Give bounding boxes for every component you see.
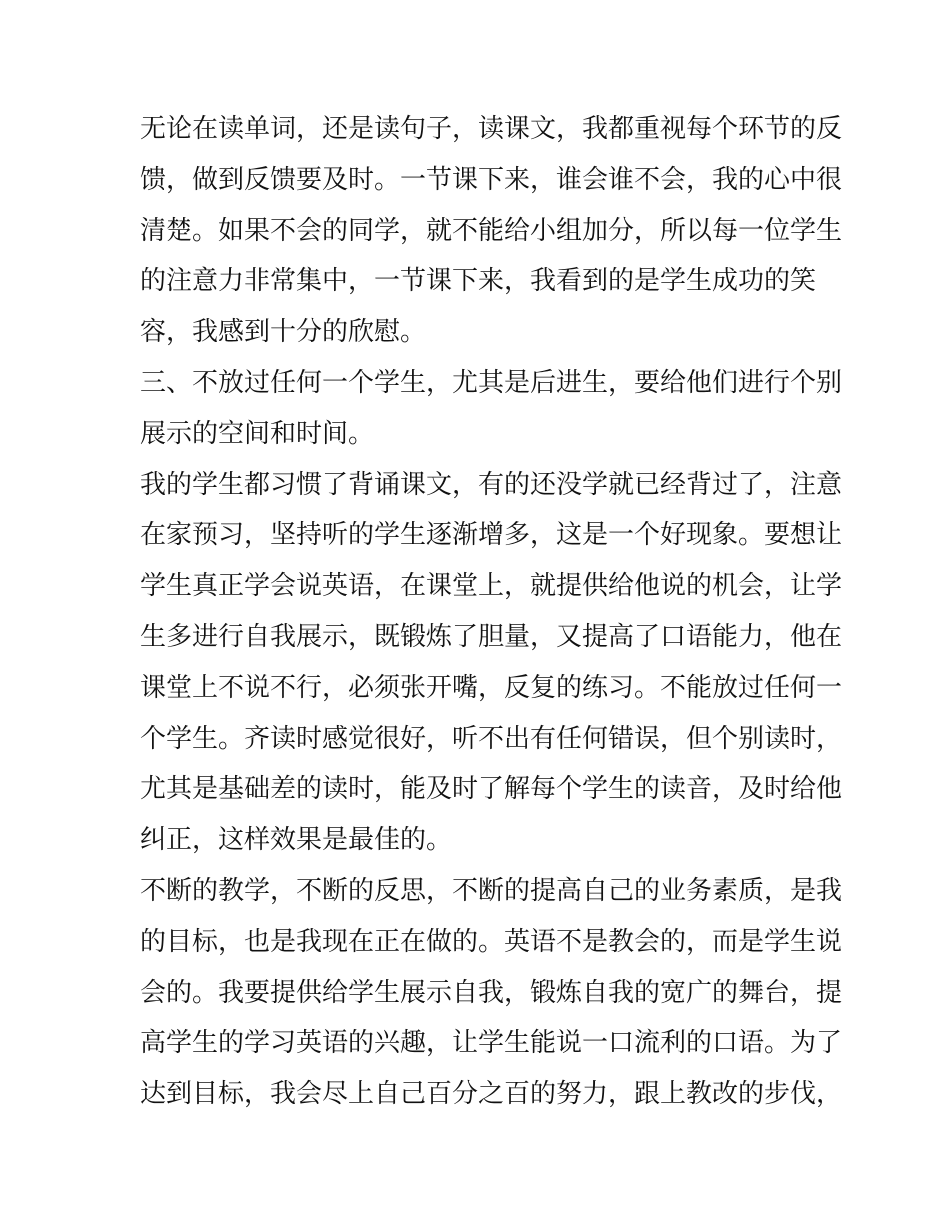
text-line: 纠正，这样效果是最佳的。: [140, 825, 453, 856]
text-line: 高学生的学习英语的兴趣，让学生能说一口流利的口语。为了: [140, 1028, 843, 1059]
text-line: 我的学生都习惯了背诵课文，有的还没学就已经背过了，注意: [140, 469, 843, 500]
text-line: 尤其是基础差的读时，能及时了解每个学生的读音，及时给他: [140, 774, 843, 805]
text-line: 个学生。齐读时感觉很好，听不出有任何错误，但个别读时，: [140, 723, 843, 754]
text-line: 馈，做到反馈要及时。一节课下来，谁会谁不会，我的心中很: [140, 164, 843, 195]
text-line: 容，我感到十分的欣慰。: [140, 317, 427, 348]
text-line: 课堂上不说不行，必须张开嘴，反复的练习。不能放过任何一: [140, 672, 843, 703]
text-line: 达到目标，我会尽上自己百分之百的努力，跟上教改的步伐，: [140, 1079, 843, 1110]
text-line: 生多进行自我展示，既锻炼了胆量，又提高了口语能力，他在: [140, 621, 843, 652]
body-text: [140, 104, 843, 1120]
text-line: 会的。我要提供给学生展示自我，锻炼自我的宽广的舞台，提: [140, 977, 843, 1008]
section-heading-line: 三、不放过任何一个学生，尤其是后进生，要给他们进行个别: [140, 367, 843, 398]
text-line: 在家预习，坚持听的学生逐渐增多，这是一个好现象。要想让: [140, 520, 843, 551]
section-heading-line: 展示的空间和时间。: [140, 418, 375, 449]
text-line: 无论在读单词，还是读句子，读课文，我都重视每个环节的反: [140, 114, 843, 144]
text-line: 的注意力非常集中，一节课下来，我看到的是学生成功的笑: [140, 266, 817, 297]
text-line: 不断的教学，不断的反思，不断的提高自己的业务素质，是我: [140, 875, 843, 906]
text-line: 清楚。如果不会的同学，就不能给小组加分，所以每一位学生: [140, 215, 843, 246]
text-line: 学生真正学会说英语，在课堂上，就提供给他说的机会，让学: [140, 571, 843, 602]
text-line: 的目标，也是我现在正在做的。英语不是教会的，而是学生说: [140, 926, 843, 957]
